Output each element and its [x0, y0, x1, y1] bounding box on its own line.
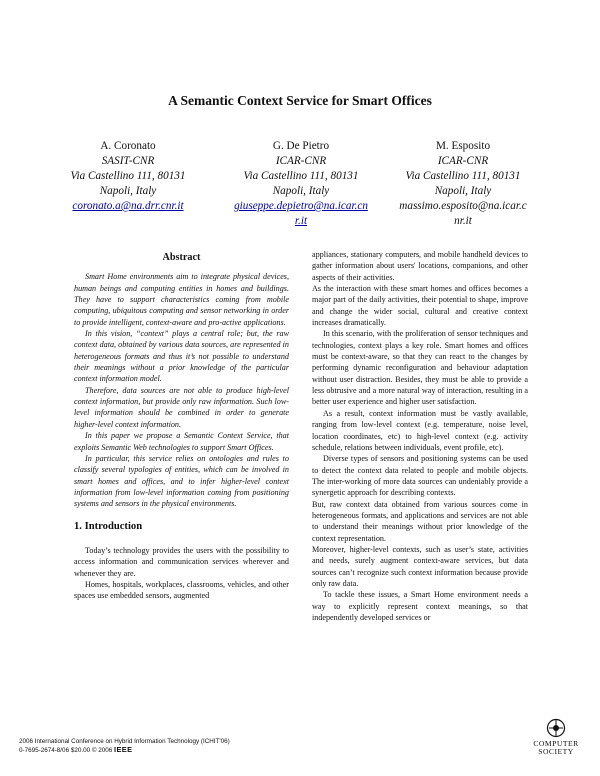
computer-society-logo	[526, 718, 586, 764]
author-affiliation: ICAR-CNR	[437, 155, 489, 167]
ieee-logo-text: IEEE	[113, 745, 133, 755]
left-column	[74, 252, 289, 602]
abstract-paragraph: Smart Home environments aim to integrate physical devices, human beings and computing entities in homes and buildings. They have to support characteristics coming from mobile computing, ubiquitous computing and sensor networking in order to provide intelligent, context-aware and pro-active applications.	[74, 272, 289, 327]
author-affiliation: ICAR-CNR	[275, 155, 327, 167]
body-paragraph: appliances, stationary computers, and mobile handheld devices to gather information about users' locations, companions, and other aspects of their activities.	[312, 250, 528, 282]
logo-line-1: COMPUTER	[533, 739, 579, 748]
author-block-2	[226, 139, 376, 229]
author-name: A. Coronato	[100, 140, 156, 152]
body-paragraph: To tackle these issues, a Smart Home environment needs a way to explicitly represent context meanings, so that independently developed services or	[312, 590, 528, 622]
intro-paragraph: Homes, hospitals, workplaces, classrooms, vehicles, and other spaces use embedded sensors, augmented	[74, 579, 289, 601]
body-paragraph: Diverse types of sensors and positioning systems can be used to detect the context data related to people and mobile objects. The inter-working of more data sources can undeniably provide a synergetic approach for describing contexts.	[312, 454, 528, 498]
author-city: Napoli, Italy	[99, 185, 157, 197]
paper-title: A Semantic Context Service for Smart Offices	[168, 93, 432, 108]
author-block-3	[388, 139, 538, 229]
author-city: Napoli, Italy	[434, 185, 492, 197]
author-email-link[interactable]: giuseppe.depietro@na.icar.cnr.it	[234, 200, 368, 227]
page-footer	[19, 738, 230, 755]
body-paragraph: Moreover, higher-level contexts, such as user’s state, activities and needs, surely augment context-aware services, but data sources can’t recognize such context information because provide only raw data.	[312, 544, 528, 588]
author-address: Via Castellino 111, 80131	[70, 170, 186, 182]
logo-line-2: SOCIETY	[538, 747, 574, 756]
author-affiliation: SASIT-CNR	[101, 155, 155, 167]
computer-society-emblem-icon	[545, 718, 567, 738]
intro-paragraph: Today’s technology provides the users with the possibility to access information and communication services wherever and whenever they are.	[74, 545, 289, 578]
right-column	[312, 249, 528, 623]
abstract-paragraph: In this vision, “context” plays a central role; but, the raw context data, obtained by various data sources, are represented in heterogeneous formats and thus it’s not possible to understand their meanings without a prior knowledge of the particular context information model.	[74, 329, 289, 384]
author-name: G. De Pietro	[272, 140, 330, 152]
author-email: massimo.esposito@na.icar.cnr.it	[399, 200, 527, 227]
abstract-paragraph: Therefore, data sources are not able to produce high-level context information, but provide only raw information. Such low-level information should be combined in order to generate higher-level context information.	[74, 385, 289, 429]
abstract-paragraph: In this paper we propose a Semantic Context Service, that exploits Semantic Web technologies to support Smart Offices.	[74, 431, 289, 452]
section-heading-introduction: 1. Introduction	[74, 520, 143, 532]
author-address: Via Castellino 111, 80131	[405, 170, 521, 182]
footer-copyright-line	[19, 746, 230, 755]
author-email-link[interactable]: coronato.a@na.drr.cnr.it	[72, 200, 184, 212]
abstract-heading: Abstract	[162, 252, 201, 263]
author-block-1	[53, 139, 203, 214]
body-paragraph: In this scenario, with the proliferation of sensor techniques and technologies, context plays a key role. Smart homes and offices must be context-aware, so that they can react to the changes by performing dynamic reconfiguration and behaviour adaptation without user distraction. Besides, they must be able to provide a less obtrusive and a more natural way of interaction, resulting in a better user experience and higher user satisfaction.	[312, 329, 528, 407]
body-paragraph: But, raw context data obtained from various sources come in heterogeneous formats, and applications and services are not able to understand their meanings without prior knowledge of the context representation.	[312, 499, 528, 543]
author-city: Napoli, Italy	[272, 185, 330, 197]
body-paragraph: As a result, context information must be vastly available, ranging from low-level context (e.g. temperature, noise level, location coordinates, etc) to high-level context (e.g. activity schedule, relations between individuals, event profile, etc).	[312, 408, 528, 452]
abstract-paragraph: In particular, this service relies on ontologies and rules to classify several typologies of entities, which can be involved in smart homes and offices, and to infer higher-level context information from low-level information coming from positioning systems and sensors in the physical environments.	[74, 453, 289, 509]
footer-isbn: 0-7695-2674-8/06 $20.00 © 2006	[19, 747, 113, 755]
author-name: M. Esposito	[435, 140, 491, 152]
author-address: Via Castellino 111, 80131	[243, 170, 359, 182]
footer-conference: 2006 International Conference on Hybrid Information Technology (ICHIT'06)	[19, 738, 230, 745]
body-paragraph: As the interaction with these smart homes and offices becomes a major part of the daily activities, their potential to shape, improve and change the wider social, cultural and creative context increases dramatically.	[312, 284, 528, 328]
